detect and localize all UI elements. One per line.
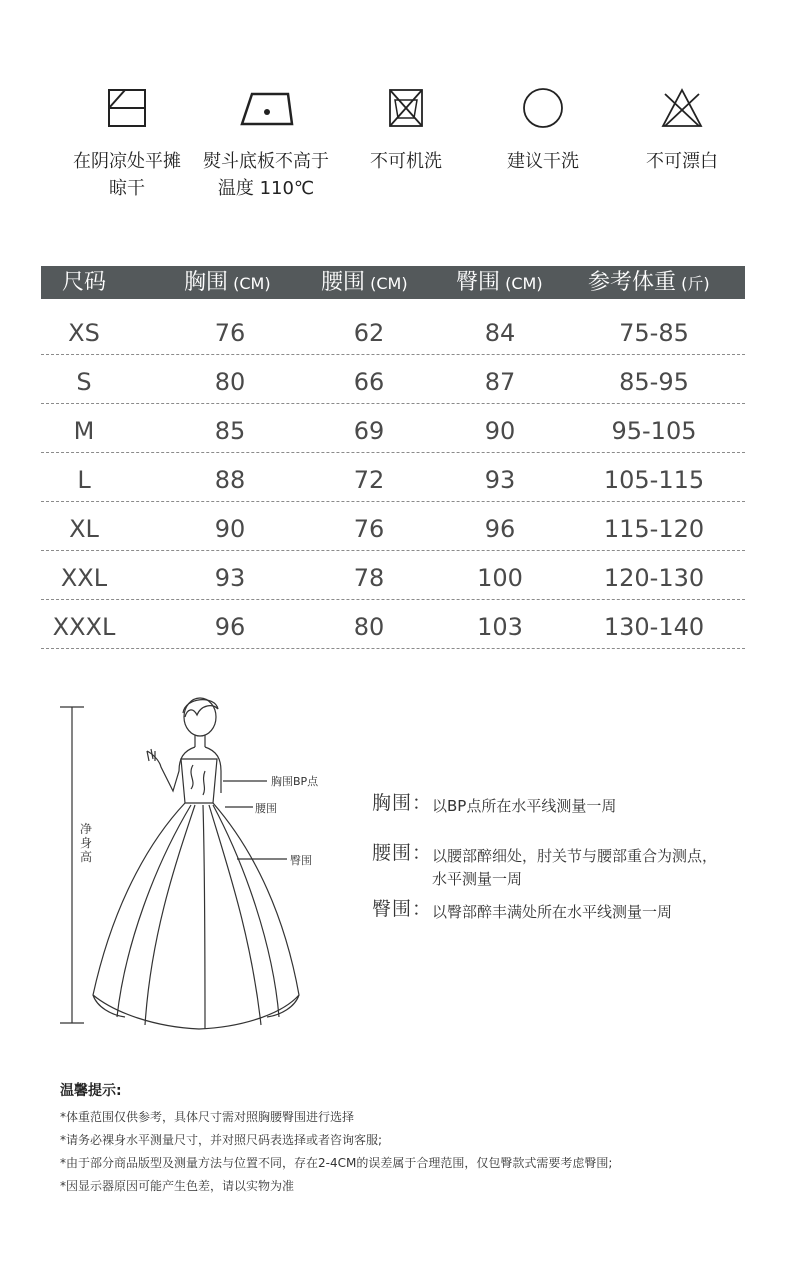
- cell-size: S: [76, 368, 92, 396]
- cell-waist: 76: [353, 515, 385, 543]
- cell-weight: 130-140: [603, 613, 705, 641]
- measure-hip: [372, 898, 722, 924]
- cell-waist: 78: [353, 564, 385, 592]
- care-label: 不可漂白: [646, 151, 718, 172]
- cell-waist: 80: [353, 613, 385, 641]
- care-item-dry-flat: [57, 86, 197, 202]
- measure-term: 胸围：: [372, 792, 433, 814]
- no-machine-wash-icon: [386, 86, 426, 130]
- cell-size: XXXL: [52, 613, 116, 641]
- cell-bust: 90: [214, 515, 246, 543]
- cell-size: XXL: [60, 564, 108, 592]
- care-item-iron: [196, 86, 336, 202]
- cell-waist: 62: [353, 319, 385, 347]
- cell-bust: 93: [214, 564, 246, 592]
- hip-point-label: 臀围: [290, 854, 312, 867]
- measure-desc: 以臀部醉丰满处所在水平线测量一周: [432, 903, 673, 921]
- table-row: [41, 355, 745, 404]
- care-label: 不可机洗: [370, 151, 442, 172]
- cell-weight: 105-115: [603, 466, 705, 494]
- bust-point-label: 胸围BP点: [271, 775, 319, 788]
- size-table-header: [41, 266, 745, 299]
- tips-section: [60, 1080, 760, 1198]
- table-row: [41, 502, 745, 551]
- table-row: [41, 404, 745, 453]
- cell-hip: 100: [477, 564, 523, 592]
- cell-bust: 76: [214, 319, 246, 347]
- cell-bust: 80: [214, 368, 246, 396]
- table-row: [41, 600, 745, 649]
- cell-bust: 85: [214, 417, 246, 445]
- measure-desc: 以BP点所在水平线测量一周: [432, 797, 617, 815]
- table-row: [41, 306, 745, 355]
- header-hip: 臀围 (CM): [456, 270, 543, 295]
- cell-hip: 87: [484, 368, 516, 396]
- care-item-no-wash: [336, 86, 476, 175]
- measure-bust: [372, 792, 722, 818]
- header-waist: 腰围 (CM): [321, 270, 408, 295]
- cell-weight: 120-130: [603, 564, 705, 592]
- care-label: 在阴凉处平摊晾干: [73, 151, 181, 199]
- cell-waist: 69: [353, 417, 385, 445]
- tip-item: *请务必裸身水平测量尺寸，并对照尺码表选择或者咨询客服;: [60, 1133, 383, 1147]
- iron-low-temp-icon: [236, 86, 296, 130]
- measure-waist: [372, 842, 722, 891]
- tip-item: *因显示器原因可能产生色差，请以实物为准: [60, 1179, 295, 1193]
- cell-size: XL: [69, 515, 99, 543]
- height-label: 净身高: [79, 822, 92, 864]
- header-weight: 参考体重 (斤): [588, 270, 710, 295]
- header-bust: 胸围 (CM): [184, 270, 271, 295]
- cell-hip: 96: [484, 515, 516, 543]
- cell-size: XS: [68, 319, 100, 347]
- dry-flat-shade-icon: [105, 86, 149, 130]
- cell-weight: 95-105: [611, 417, 697, 445]
- cell-bust: 96: [214, 613, 246, 641]
- measure-term: 腰围：: [372, 842, 433, 864]
- care-label: 熨斗底板不高于温度 110℃: [203, 151, 329, 199]
- tip-item: *体重范围仅供参考，具体尺寸需对照胸腰臀围进行选择: [60, 1110, 355, 1124]
- no-bleach-icon: [659, 86, 705, 130]
- care-item-no-bleach: [612, 86, 752, 175]
- cell-hip: 84: [484, 319, 516, 347]
- tip-item: *由于部分商品版型及测量方法与位置不同，存在2-4CM的误差属于合理范围，仅包臀款式需要考虑臀围;: [60, 1156, 613, 1170]
- care-item-dry-clean: [473, 86, 613, 175]
- measure-desc: 以腰部醉细处，肘关节与腰部重合为测点，水平测量一周: [432, 847, 718, 888]
- cell-weight: 75-85: [619, 319, 689, 347]
- header-size: 尺码: [62, 270, 107, 295]
- cell-hip: 93: [484, 466, 516, 494]
- cell-waist: 72: [353, 466, 385, 494]
- cell-bust: 88: [214, 466, 246, 494]
- measure-term: 臀围：: [372, 898, 433, 920]
- cell-waist: 66: [353, 368, 385, 396]
- cell-size: M: [73, 417, 95, 445]
- dry-clean-icon: [521, 86, 565, 130]
- cell-weight: 85-95: [619, 368, 689, 396]
- table-row: [41, 551, 745, 600]
- waist-point-label: 腰围: [255, 802, 277, 815]
- cell-hip: 90: [484, 417, 516, 445]
- cell-weight: 115-120: [603, 515, 705, 543]
- cell-size: L: [77, 466, 91, 494]
- care-label: 建议干洗: [507, 151, 579, 172]
- cell-hip: 103: [477, 613, 523, 641]
- tips-title: 温馨提示:: [60, 1083, 122, 1099]
- table-row: [41, 453, 745, 502]
